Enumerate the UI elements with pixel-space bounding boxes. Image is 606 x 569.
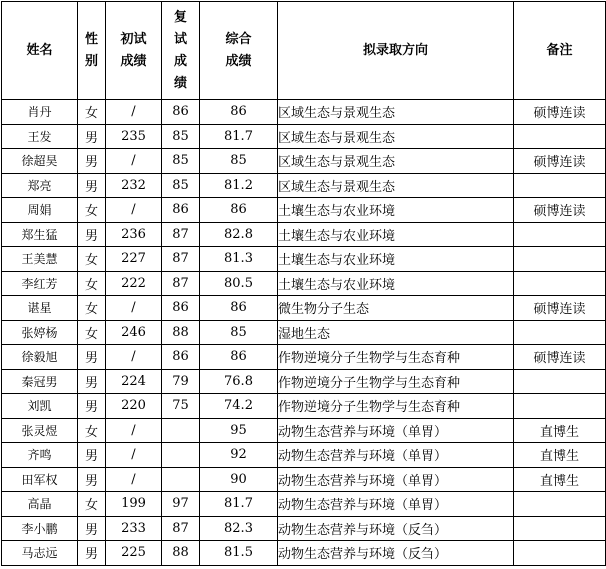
cell-total-score: 86 [200, 345, 278, 370]
cell-total-score: 81.2 [200, 173, 278, 198]
table-row [2, 198, 606, 223]
header-remark: 备注 [514, 2, 606, 100]
cell-retest-score [162, 443, 200, 468]
cell-total-score: 82.8 [200, 222, 278, 247]
cell-prelim-score: / [106, 467, 162, 492]
header-retest-score: 复试成绩 [162, 2, 200, 100]
cell-remark: 硕博连读 [514, 100, 606, 125]
cell-name: 李红芳 [2, 271, 78, 296]
table-row [2, 369, 606, 394]
cell-remark: 硕博连读 [514, 296, 606, 321]
cell-gender: 男 [78, 443, 106, 468]
cell-remark [514, 320, 606, 345]
table-row [2, 467, 606, 492]
cell-name: 周娟 [2, 198, 78, 223]
cell-remark [514, 541, 606, 566]
cell-name: 郑亮 [2, 173, 78, 198]
cell-retest-score: 79 [162, 369, 200, 394]
cell-name: 王美慧 [2, 247, 78, 272]
cell-gender: 女 [78, 100, 106, 125]
cell-direction: 区域生态与景观生态 [278, 124, 514, 149]
cell-name: 谌星 [2, 296, 78, 321]
cell-retest-score: 86 [162, 296, 200, 321]
cell-name: 王发 [2, 124, 78, 149]
cell-direction: 土壤生态与农业环境 [278, 222, 514, 247]
cell-prelim-score: 236 [106, 222, 162, 247]
table-row [2, 418, 606, 443]
cell-total-score: 86 [200, 296, 278, 321]
cell-prelim-score: / [106, 100, 162, 125]
table-row [2, 149, 606, 174]
header-row [2, 2, 606, 100]
table-row [2, 124, 606, 149]
cell-direction: 动物生态营养与环境（单胃） [278, 418, 514, 443]
cell-prelim-score: / [106, 345, 162, 370]
cell-remark [514, 271, 606, 296]
cell-name: 刘凯 [2, 394, 78, 419]
cell-name: 郑生猛 [2, 222, 78, 247]
header-gender: 性别 [78, 2, 106, 100]
header-name: 姓名 [2, 2, 78, 100]
cell-total-score: 81.7 [200, 492, 278, 517]
header-prelim-score: 初试成绩 [106, 2, 162, 100]
cell-prelim-score: / [106, 296, 162, 321]
cell-direction: 区域生态与景观生态 [278, 149, 514, 174]
cell-prelim-score: / [106, 443, 162, 468]
cell-direction: 湿地生态 [278, 320, 514, 345]
cell-remark [514, 222, 606, 247]
cell-retest-score: 87 [162, 222, 200, 247]
cell-remark: 直博生 [514, 418, 606, 443]
cell-gender: 男 [78, 149, 106, 174]
cell-prelim-score: 199 [106, 492, 162, 517]
cell-gender: 男 [78, 394, 106, 419]
table-row [2, 516, 606, 541]
cell-name: 田军权 [2, 467, 78, 492]
table-row [2, 443, 606, 468]
cell-name: 齐鸣 [2, 443, 78, 468]
cell-prelim-score: 222 [106, 271, 162, 296]
header-total-score: 综合成绩 [200, 2, 278, 100]
cell-remark [514, 173, 606, 198]
cell-gender: 女 [78, 418, 106, 443]
cell-direction: 作物逆境分子生物学与生态育种 [278, 369, 514, 394]
cell-prelim-score: 235 [106, 124, 162, 149]
cell-name: 徐超昊 [2, 149, 78, 174]
cell-retest-score: 85 [162, 124, 200, 149]
cell-retest-score: 97 [162, 492, 200, 517]
cell-remark: 硕博连读 [514, 198, 606, 223]
cell-remark: 硕博连读 [514, 345, 606, 370]
cell-prelim-score: / [106, 149, 162, 174]
cell-retest-score: 86 [162, 345, 200, 370]
cell-retest-score: 87 [162, 247, 200, 272]
cell-retest-score: 86 [162, 100, 200, 125]
cell-total-score: 80.5 [200, 271, 278, 296]
cell-retest-score: 86 [162, 198, 200, 223]
cell-gender: 女 [78, 320, 106, 345]
cell-direction: 区域生态与景观生态 [278, 100, 514, 125]
cell-gender: 男 [78, 124, 106, 149]
cell-prelim-score: 233 [106, 516, 162, 541]
cell-retest-score: 85 [162, 149, 200, 174]
cell-total-score: 81.7 [200, 124, 278, 149]
cell-retest-score: 87 [162, 271, 200, 296]
cell-remark: 硕博连读 [514, 149, 606, 174]
table-row [2, 296, 606, 321]
cell-remark [514, 516, 606, 541]
table-body [2, 100, 606, 566]
cell-total-score: 81.3 [200, 247, 278, 272]
cell-direction: 土壤生态与农业环境 [278, 271, 514, 296]
cell-direction: 动物生态营养与环境（单胃） [278, 443, 514, 468]
admission-table [1, 1, 606, 566]
cell-direction: 区域生态与景观生态 [278, 173, 514, 198]
cell-prelim-score: 225 [106, 541, 162, 566]
cell-total-score: 76.8 [200, 369, 278, 394]
table-row [2, 271, 606, 296]
cell-prelim-score: 246 [106, 320, 162, 345]
cell-prelim-score: / [106, 198, 162, 223]
cell-name: 张灵煜 [2, 418, 78, 443]
cell-gender: 女 [78, 198, 106, 223]
cell-name: 马志远 [2, 541, 78, 566]
table-row [2, 492, 606, 517]
cell-prelim-score: / [106, 418, 162, 443]
cell-name: 肖丹 [2, 100, 78, 125]
cell-total-score: 86 [200, 100, 278, 125]
cell-total-score: 92 [200, 443, 278, 468]
cell-gender: 男 [78, 516, 106, 541]
cell-direction: 作物逆境分子生物学与生态育种 [278, 394, 514, 419]
table-row [2, 222, 606, 247]
cell-gender: 女 [78, 492, 106, 517]
cell-direction: 微生物分子生态 [278, 296, 514, 321]
cell-direction: 动物生态营养与环境（单胃） [278, 492, 514, 517]
cell-total-score: 90 [200, 467, 278, 492]
cell-direction: 土壤生态与农业环境 [278, 247, 514, 272]
table-row [2, 100, 606, 125]
cell-prelim-score: 232 [106, 173, 162, 198]
cell-direction: 土壤生态与农业环境 [278, 198, 514, 223]
cell-direction: 动物生态营养与环境（反刍） [278, 541, 514, 566]
cell-total-score: 95 [200, 418, 278, 443]
cell-total-score: 86 [200, 198, 278, 223]
table-row [2, 345, 606, 370]
cell-total-score: 81.5 [200, 541, 278, 566]
cell-gender: 女 [78, 247, 106, 272]
cell-gender: 女 [78, 296, 106, 321]
cell-prelim-score: 220 [106, 394, 162, 419]
cell-remark [514, 369, 606, 394]
cell-retest-score [162, 467, 200, 492]
cell-remark [514, 394, 606, 419]
cell-retest-score: 87 [162, 516, 200, 541]
cell-retest-score: 88 [162, 320, 200, 345]
cell-gender: 男 [78, 345, 106, 370]
cell-direction: 动物生态营养与环境（反刍） [278, 516, 514, 541]
cell-total-score: 82.3 [200, 516, 278, 541]
cell-gender: 男 [78, 369, 106, 394]
cell-gender: 男 [78, 467, 106, 492]
header-direction: 拟录取方向 [278, 2, 514, 100]
cell-remark: 直博生 [514, 443, 606, 468]
cell-remark [514, 247, 606, 272]
cell-retest-score: 88 [162, 541, 200, 566]
cell-gender: 男 [78, 541, 106, 566]
cell-name: 徐毅旭 [2, 345, 78, 370]
table-row [2, 173, 606, 198]
cell-remark: 直博生 [514, 467, 606, 492]
table-row [2, 247, 606, 272]
cell-total-score: 74.2 [200, 394, 278, 419]
cell-prelim-score: 227 [106, 247, 162, 272]
cell-name: 张婷杨 [2, 320, 78, 345]
table-row [2, 394, 606, 419]
cell-direction: 作物逆境分子生物学与生态育种 [278, 345, 514, 370]
cell-retest-score: 85 [162, 173, 200, 198]
cell-name: 高晶 [2, 492, 78, 517]
table-row [2, 541, 606, 566]
cell-remark [514, 492, 606, 517]
cell-name: 秦冠男 [2, 369, 78, 394]
table-row [2, 320, 606, 345]
cell-gender: 女 [78, 271, 106, 296]
cell-prelim-score: 224 [106, 369, 162, 394]
cell-retest-score [162, 418, 200, 443]
cell-name: 李小鹏 [2, 516, 78, 541]
cell-total-score: 85 [200, 320, 278, 345]
cell-gender: 男 [78, 173, 106, 198]
cell-remark [514, 124, 606, 149]
cell-total-score: 85 [200, 149, 278, 174]
cell-gender: 男 [78, 222, 106, 247]
cell-direction: 动物生态营养与环境（单胃） [278, 467, 514, 492]
cell-retest-score: 75 [162, 394, 200, 419]
